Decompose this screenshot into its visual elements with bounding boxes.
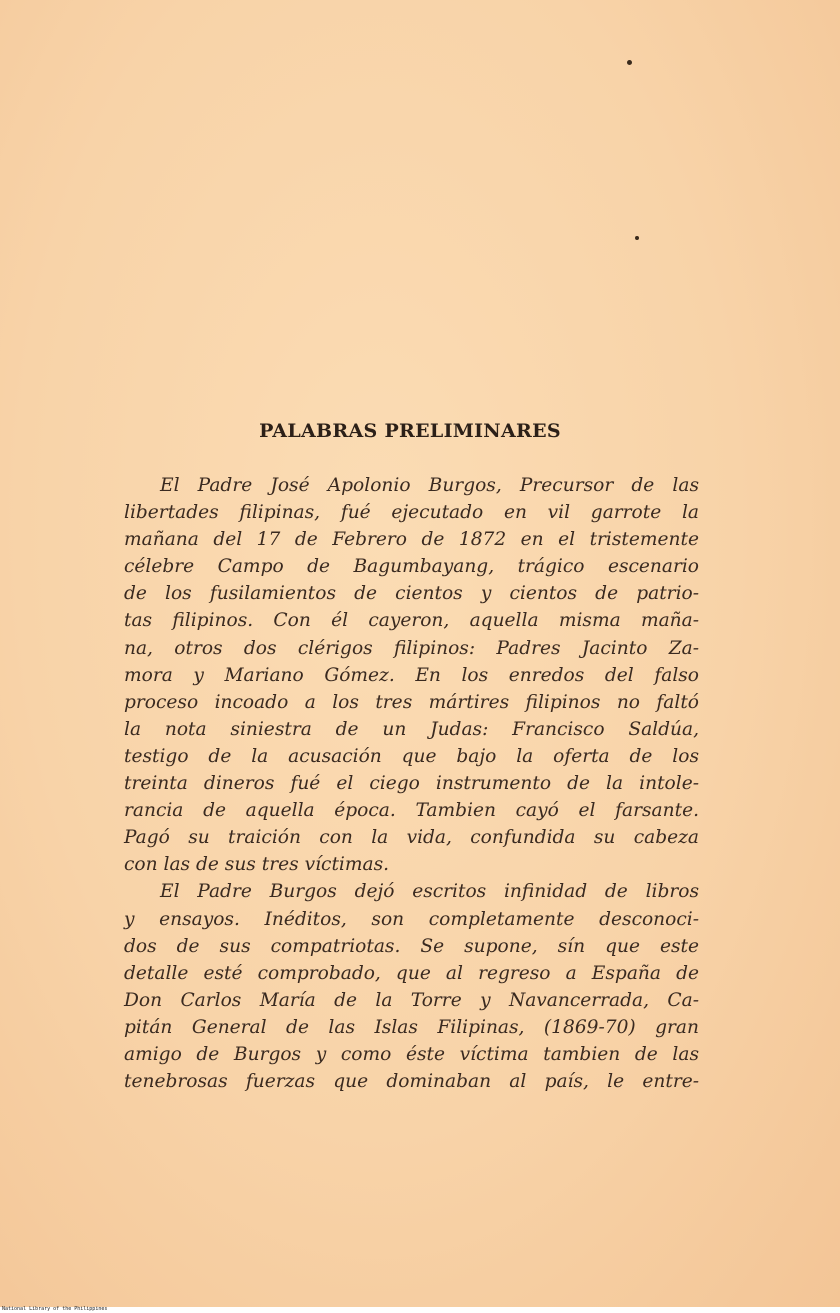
- library-credit: National Library of the Philippines: [2, 1306, 108, 1312]
- text-line: Pagó su traición con la vida, confundida su cabeza: [124, 827, 699, 849]
- text-line: dos de sus compatriotas. Se supone, sín que este: [124, 935, 699, 957]
- text-line: célebre Campo de Bagumbayang, trágico escenario: [124, 556, 699, 578]
- text-line: pitán General de las Islas Filipinas, (1869-70) gran: [124, 1016, 699, 1038]
- page-speck: [635, 236, 639, 240]
- text-line: El Padre José Apolonio Burgos, Precursor de las: [160, 475, 699, 496]
- text-line: testigo de la acusación que bajo la oferta de los: [124, 745, 699, 767]
- preface-body: [124, 472, 699, 1095]
- text-line: con las de sus tres víctimas.: [124, 854, 390, 876]
- footer-bar: [0, 1307, 840, 1313]
- text-line: tenebrosas fuerzas que dominaban al país, le entre-: [124, 1071, 699, 1093]
- text-line: de los fusilamientos de cientos y cientos de patrio-: [124, 583, 699, 605]
- text-line: la nota siniestra de un Judas: Francisco Saldúa,: [124, 718, 699, 740]
- text-line: tas filipinos. Con él cayeron, aquella misma maña-: [124, 610, 699, 632]
- text-line: libertades filipinas, fué ejecutado en vil garrote la: [124, 502, 699, 524]
- text-line: treinta dineros fué el ciego instrumento de la intole-: [124, 773, 699, 795]
- text-line: detalle esté comprobado, que al regreso a España de: [124, 962, 699, 984]
- text-line: rancia de aquella época. Tambien cayó el farsante.: [124, 800, 699, 822]
- text-line: mora y Mariano Gómez. En los enredos del falso: [124, 664, 699, 686]
- text-line: El Padre Burgos dejó escritos infinidad de libros: [160, 881, 699, 903]
- page-title: PALABRAS PRELIMINARES: [259, 420, 561, 442]
- text-line: proceso incoado a los tres mártires filipinos no faltó: [124, 691, 699, 713]
- text-line: Don Carlos María de la Torre y Navancerrada, Ca-: [124, 989, 699, 1011]
- text-line: na, otros dos clérigos filipinos: Padres Jacinto Za-: [124, 637, 699, 659]
- page-speck: [627, 60, 632, 65]
- text-line: amigo de Burgos y como éste víctima tambien de las: [124, 1043, 699, 1065]
- text-line: mañana del 17 de Febrero de 1872 en el tristemente: [124, 529, 699, 551]
- text-line: y ensayos. Inéditos, son completamente desconoci-: [124, 908, 699, 930]
